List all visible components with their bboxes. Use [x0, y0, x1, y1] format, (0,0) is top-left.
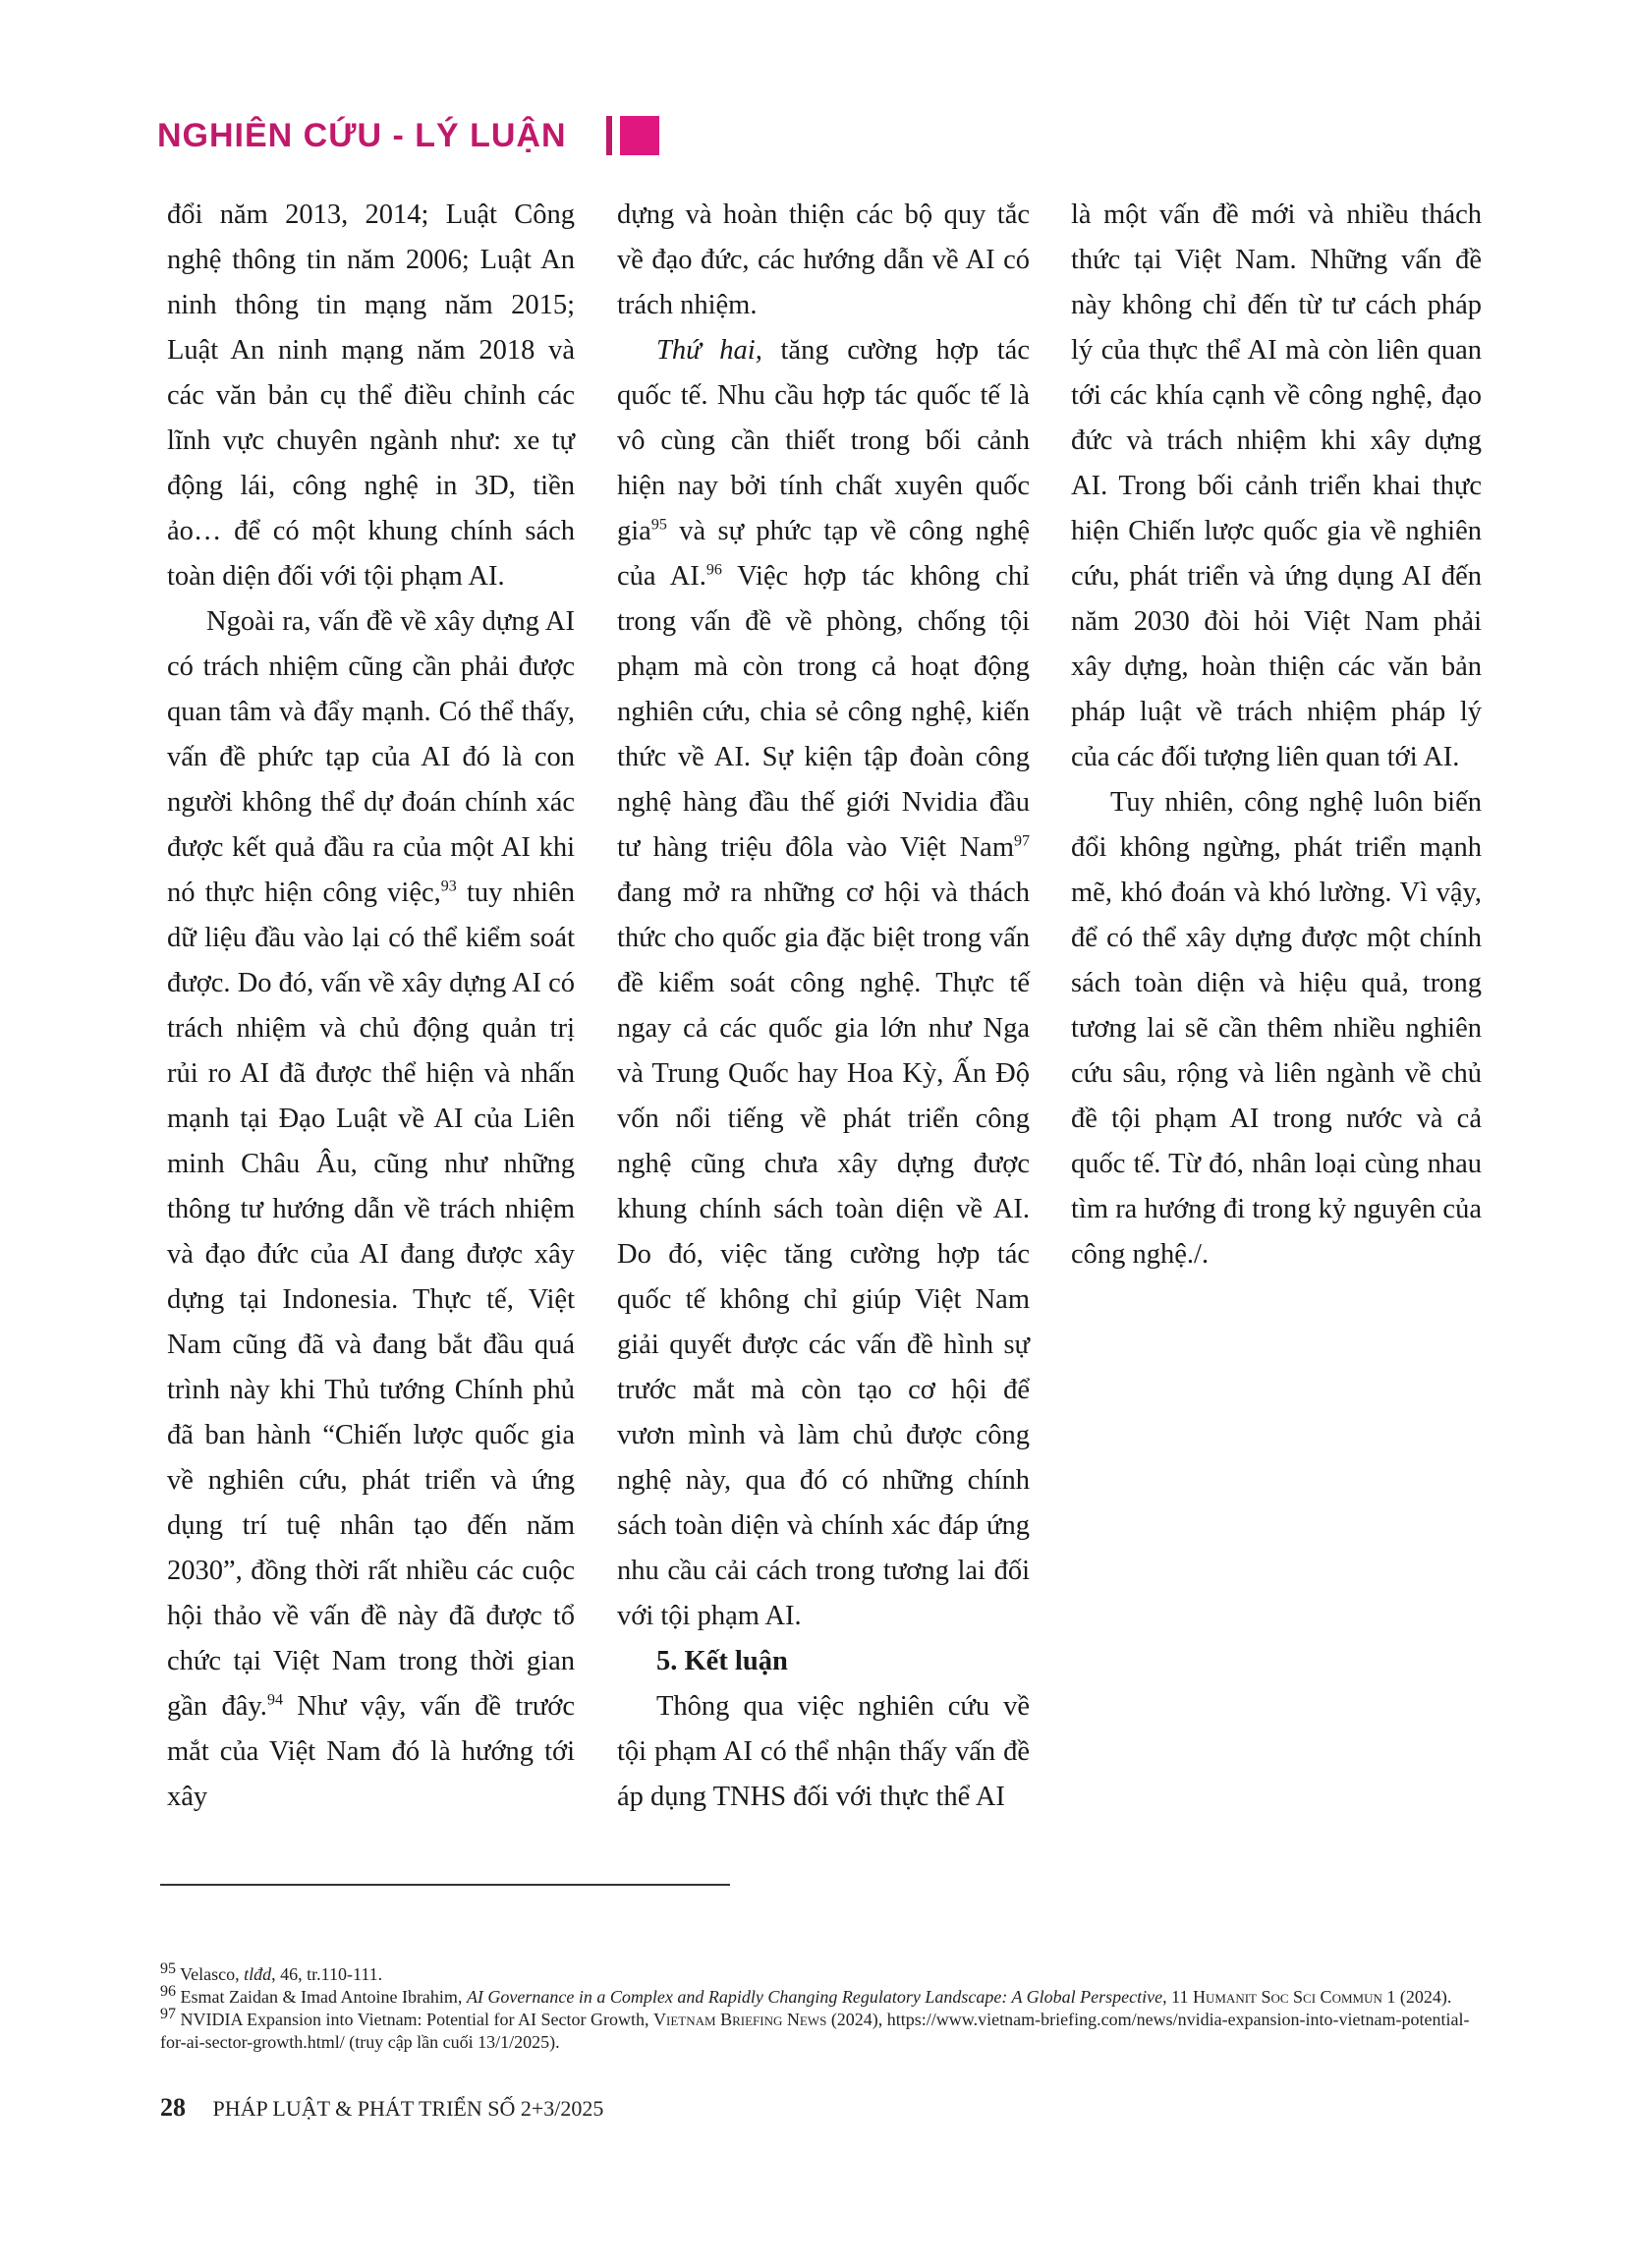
column-1 [167, 193, 575, 1820]
footnotes [160, 1960, 1487, 2054]
paragraph-text: là một vấn đề mới và nhiều thách thức tại Việt Nam. Những vấn đề này không chỉ đến từ tư cách pháp lý của thực thể AI mà còn liên quan tới các khía cạnh về công nghệ, đạo đức và trách nhiệm khi xây dựng AI. Trong bối cảnh triển khai thực hiện Chiến lược quốc gia về nghiên cứu, phát triển và ứng dụng AI đến năm 2030 đòi hỏi Việt Nam phải xây dựng, hoàn thiện các văn bản pháp luật về trách nhiệm pháp lý của các đối tượng liên quan tới AI. [1071, 199, 1482, 772]
section-mark-bar [606, 116, 612, 155]
footnote-text: Velasco, [176, 1964, 245, 1984]
paragraph [617, 328, 1030, 1639]
footnote-ref: 96 [705, 561, 722, 579]
paragraph-text: tuy nhiên dữ liệu đầu vào lại có thể kiểm soát được. Do đó, vấn về xây dựng AI có trách nhiệm và chủ động quản trị rủi ro AI đã được thể hiện và nhấn mạnh tại Đạo Luật về AI của Liên minh Châu Âu, cũng như những thông tư hướng dẫn về trách nhiệm và đạo đức của AI đang được xây dựng tại Indonesia. Thực tế, Việt Nam cũng đã và đang bắt đầu quá trình này khi Thủ tướng Chính phủ đã ban hành “Chiến lược quốc gia về nghiên cứu, phát triển và ứng dụng trí tuệ nhân tạo đến năm 2030”, đồng thời rất nhiều các cuộc hội thảo về vấn đề này đã được tổ chức tại Việt Nam trong thời gian gần đây. [167, 878, 575, 1722]
column-3 [1071, 193, 1482, 1277]
page-footer [160, 2093, 603, 2123]
section-title: NGHIÊN CỨU - LÝ LUẬN [157, 116, 567, 154]
footnote-text: , 11 [1162, 1987, 1193, 2007]
footnote [160, 1983, 1487, 2009]
footnote-text: NVIDIA Expansion into Vietnam: Potential for AI Sector Growth, [176, 2010, 654, 2029]
journal-title: PHÁP LUẬT & PHÁT TRIỂN SỐ 2+3/2025 [212, 2096, 604, 2121]
paragraph-text: dựng và hoàn thiện các bộ quy tắc về đạo đức, các hướng dẫn về AI có trách nhiệm. [617, 199, 1030, 320]
paragraph-text: đổi năm 2013, 2014; Luật Công nghệ thông tin năm 2006; Luật An ninh thông tin mạng năm 2015; Luật An ninh mạng năm 2018 và các văn bản cụ thể điều chỉnh các lĩnh vực chuyên ngành như: xe tự động lái, công nghệ in 3D, tiền ảo… để có một khung chính sách toàn diện đối với tội phạm AI. [167, 199, 575, 592]
footnote-text: Esmat Zaidan & Imad Antoine Ibrahim, [176, 1987, 467, 2007]
footnote-text: 1 (2024). [1381, 1987, 1452, 2007]
footnote-ref: 97 [1014, 832, 1030, 850]
page-number: 28 [160, 2093, 186, 2122]
section-heading: 5. Kết luận [656, 1646, 788, 1676]
paragraph-text: Ngoài ra, vấn đề về xây dựng AI có trách nhiệm cũng cần phải được quan tâm và đẩy mạnh. Có thể thấy, vấn đề phức tạp của AI đó là con người không thể dự đoán chính xác được kết quả đầu ra của một AI khi nó thực hiện công việc, [167, 606, 575, 908]
paragraph-text: đang mở ra những cơ hội và thách thức cho quốc gia đặc biệt trong vấn đề kiểm soát công nghệ. Thực tế ngay cả các quốc gia lớn như Nga và Trung Quốc hay Hoa Kỳ, Ấn Độ vốn nổi tiếng về phát triển công nghệ cũng chưa xây dựng được khung chính sách toàn diện về AI. Do đó, việc tăng cường hợp tác quốc tế không chỉ giúp Việt Nam giải quyết được các vấn đề hình sự trước mắt mà còn tạo cơ hội để vươn mình và làm chủ được công nghệ này, qua đó có những chính sách toàn diện và chính xác đáp ứng nhu cầu cải cách trong tương lai đối với tội phạm AI. [617, 878, 1030, 1631]
footnote-divider [160, 1884, 730, 1886]
footnote [160, 1960, 1487, 1986]
footnote-text: , 46, tr.110-111. [271, 1964, 383, 1984]
footnote [160, 2006, 1487, 2054]
footnote-emphasis: tlđd [244, 1964, 272, 1984]
paragraph-text: tăng cường hợp tác quốc tế. Nhu cầu hợp tác quốc tế là vô cùng cần thiết trong bối cảnh hiện nay bởi tính chất xuyên quốc gia [617, 335, 1030, 546]
footnote-ref: 94 [266, 1691, 283, 1709]
footnote-smallcaps: Vietnam Briefing News [653, 2010, 827, 2029]
footnote-emphasis: AI Governance in a Complex and Rapidly Changing Regulatory Landscape: A Global Perspective [466, 1987, 1163, 2007]
paragraph [167, 193, 575, 599]
footnote-smallcaps: Humanit Soc Sci Commun [1192, 1987, 1382, 2007]
footnote-number: 97 [160, 2006, 176, 2022]
paragraph-text: Thông qua việc nghiên cứu về tội phạm AI có thể nhận thấy vấn đề áp dụng TNHS đối với thực thể AI [617, 1691, 1030, 1812]
footnote-text: (2024), https://www.vietnam-briefing.com/news/nvidia-expansion-into-vietnam-potential-for-ai-sector-growth.html/ (truy cập lần cuối 13/1/2025). [160, 2010, 1470, 2052]
section-header [157, 116, 659, 155]
paragraph-text: Như vậy, vấn đề trước mắt của Việt Nam đó là hướng tới xây [167, 1691, 576, 1812]
paragraph [617, 193, 1030, 328]
paragraph [1071, 780, 1482, 1277]
footnote-ref: 93 [440, 878, 457, 895]
paragraph-text: Tuy nhiên, công nghệ luôn biến đổi không ngừng, phát triển mạnh mẽ, khó đoán và khó lường. Vì vậy, để có thể xây dựng được một chính sách toàn diện và hiệu quả, trong tương lai sẽ cần thêm nhiều nghiên cứu sâu, rộng và liên ngành về chủ đề tội phạm AI trong nước và cả quốc tế. Từ đó, nhân loại cùng nhau tìm ra hướng đi trong kỷ nguyên của công nghệ./. [1071, 787, 1482, 1270]
emphasis-text: Thứ hai, [656, 335, 762, 366]
paragraph-text: Việc hợp tác không chỉ trong vấn đề về phòng, chống tội phạm mà còn trong cả hoạt động nghiên cứu, chia sẻ công nghệ, kiến thức về AI. Sự kiện tập đoàn công nghệ hàng đầu thế giới Nvidia đầu tư hàng triệu đôla vào Việt Nam [617, 561, 1030, 863]
paragraph [1071, 193, 1482, 780]
column-2 [617, 193, 1030, 1820]
footnote-number: 95 [160, 1960, 176, 1977]
footnote-ref: 95 [650, 516, 667, 534]
paragraph [617, 1684, 1030, 1820]
paragraph [167, 599, 575, 1820]
section-mark-block [620, 116, 659, 155]
footnote-number: 96 [160, 1983, 176, 2000]
paragraph-text: và sự phức tạp về công nghệ của AI. [617, 516, 1030, 592]
